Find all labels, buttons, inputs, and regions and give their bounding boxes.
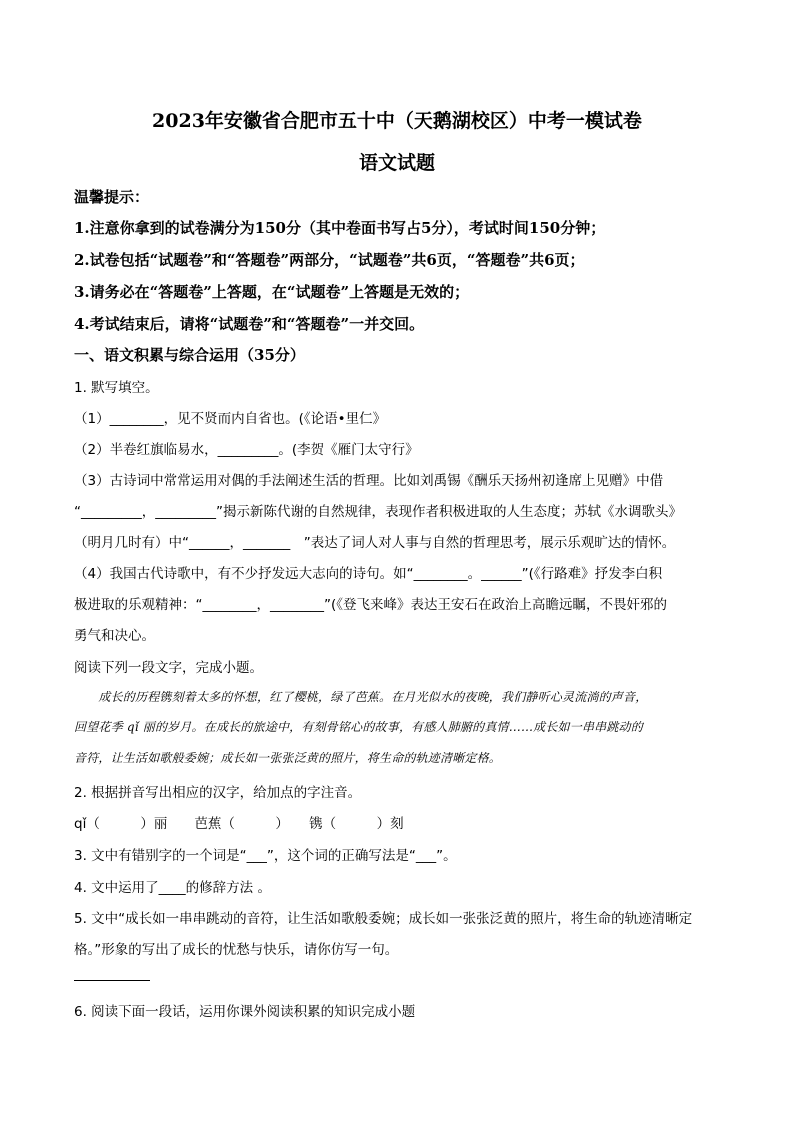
reading-intro: 阅读下列一段文字，完成小题。 xyxy=(74,660,263,676)
question-5: 5. 文中“成长如一串串跳动的音符，让生活如歌般委婉；成长如一张张泛黄的照片，将生命的轨迹清晰定 xyxy=(74,911,693,927)
question-6-stem: 6. 阅读下面一段话，运用你课外阅读积累的知识完成小题 xyxy=(74,1004,416,1020)
question-1-line: 极进取的乐观精神：“________，________”(《登飞来峰》表达王安石在政治上高瞻远瞩，不畏奸邪的 xyxy=(74,597,668,613)
question-1-line: “_________，_________”揭示新陈代谢的自然规律，表现作者积极进取的人生态度；苏轼《水调歌头》 xyxy=(74,504,682,520)
question-1-line: （明月几时有）中“______，_______ ”表达了词人对人事与自然的哲理思考，展示乐观旷达的情怀。 xyxy=(74,535,676,551)
notice-item: 1.注意你拿到的试卷满分为150分（其中卷面书写占5分），考试时间150分钟； xyxy=(74,219,606,237)
answer-line xyxy=(74,980,150,981)
exam-subtitle: 语文试题 xyxy=(358,152,435,174)
reading-passage-line: 回望花季 qǐ 丽的岁月。在成长的旅途中，有刻骨铭心的故事，有感人肺腑的真情……成长如一串串跳动的 xyxy=(74,720,643,734)
question-2: 2. 根据拼音写出相应的汉字，给加点的字注音。 xyxy=(74,785,362,801)
section-heading: 一、语文积累与综合运用（35分） xyxy=(74,346,305,364)
question-1-stem: 1. 默写填空。 xyxy=(74,380,159,396)
question-1-line: （2）半卷红旗临易水，_________。(李贺《雁门太守行》 xyxy=(74,442,419,458)
reading-passage-line: 成长的历程镌刻着太多的怀想，红了樱桃，绿了芭蕉。在月光似水的夜晚，我们静听心灵流淌的声音， xyxy=(74,690,648,704)
question-1-line: （3）古诗词中常常运用对偶的手法阐述生活的哲理。比如刘禹锡《酬乐天扬州初逢席上见赠》中借 xyxy=(74,473,664,489)
question-5-cont: 格。”形象的写出了成长的忧愁与快乐，请你仿写一句。 xyxy=(74,942,399,958)
notice-heading: 温馨提示： xyxy=(74,188,150,206)
notice-item: 3.请务必在“答题卷”上答题，在“试题卷”上答题是无效的； xyxy=(74,283,470,301)
question-1-line: 勇气和决心。 xyxy=(74,628,155,644)
question-1-line: （4）我国古代诗歌中，有不少抒发远大志向的诗句。如“________。______”(《行路难》抒发李白积 xyxy=(74,566,663,582)
question-4: 4. 文中运用了____的修辞方法 。 xyxy=(74,880,271,896)
notice-item: 4.考试结束后，请将“试题卷”和“答题卷”一并交回。 xyxy=(74,315,425,333)
reading-passage-line: 音符，让生活如歌般委婉；成长如一张张泛黄的照片，将生命的轨迹清晰定格。 xyxy=(74,751,502,765)
question-3: 3. 文中有错别字的一个词是“___”，这个词的正确写法是“___”。 xyxy=(74,848,457,864)
question-1-line: （1）________，见不贤而内自省也。(《论语•里仁》 xyxy=(74,411,387,427)
question-2-blanks: qǐ（ ）丽 芭蕉（ ） 镌（ ）刻 xyxy=(74,816,404,832)
exam-title: 2023年安徽省合肥市五十中（天鹅湖校区）中考一模试卷 xyxy=(152,110,642,132)
notice-item: 2.试卷包括“试题卷”和“答题卷”两部分，“试题卷”共6页，“答题卷”共6页； xyxy=(74,251,585,269)
